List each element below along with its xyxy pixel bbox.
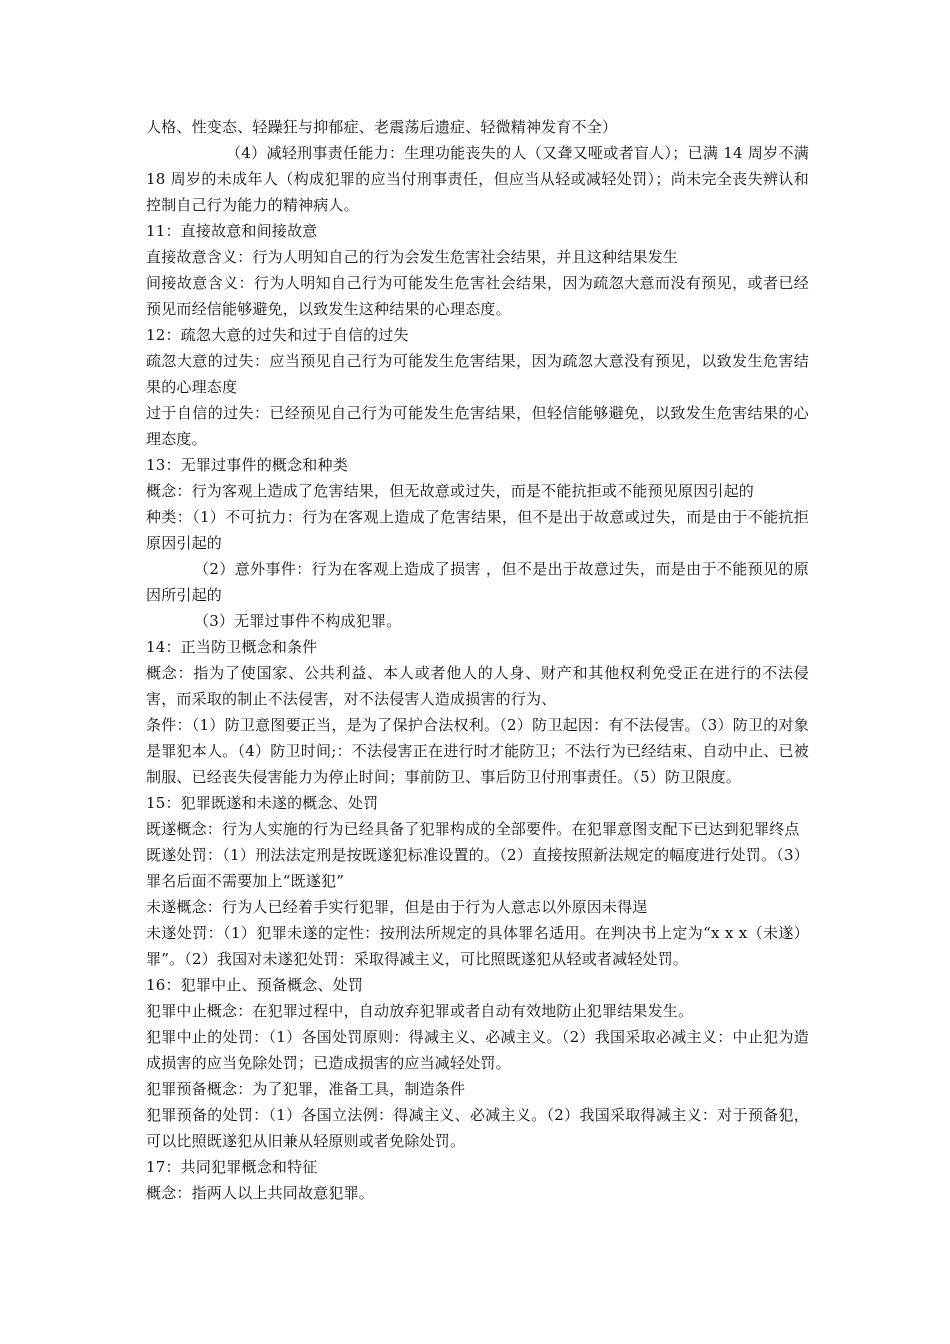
section-heading: 17：共同犯罪概念和特征 bbox=[146, 1158, 318, 1176]
text-line: （2）意外事件：行为在客观上造成了损害 ，但不是出于故意过失，而是由于不能预见的原因所引起的 bbox=[146, 560, 809, 604]
text-line: 未遂概念：行为人已经着手实行犯罪，但是由于行为人意志以外原因未得逞 bbox=[146, 898, 648, 916]
text-line: 犯罪中止概念：在犯罪过程中，自动放弃犯罪或者自动有效地防止犯罪结果发生。 bbox=[146, 1002, 694, 1020]
text-line: 种类：（1）不可抗力：行为在客观上造成了危害结果，但不是出于故意或过失，而是由于不能抗拒原因引起的 bbox=[146, 508, 809, 552]
section-heading: 15：犯罪既遂和未遂的概念、处罚 bbox=[146, 794, 379, 812]
document-page bbox=[146, 114, 809, 1206]
text-line: 概念：指两人以上共同故意犯罪。 bbox=[146, 1184, 375, 1202]
section-heading: 16：犯罪中止、预备概念、处罚 bbox=[146, 976, 364, 994]
text-line: 间接故意含义：行为人明知自己行为可能发生危害社会结果，因为疏忽大意而没有预见，或者已经预见而经信能够避免，以致发生这种结果的心理态度。 bbox=[146, 274, 809, 318]
text-line: 犯罪预备的处罚：（1）各国立法例：得减主义、必减主义。（2）我国采取得减主义：对于预备犯，可以比照既遂犯从旧兼从轻原则或者免除处罚。 bbox=[146, 1106, 809, 1150]
text-line: 未遂处罚：（1）犯罪未遂的定性：按刑法所规定的具体罪名适用。在判决书上定为“x x x（未遂）罪”。（2）我国对未遂犯处罚：采取得减主义，可比照既遂犯从轻或者减轻处罚。 bbox=[146, 924, 809, 968]
text-line: 直接故意含义：行为人明知自己的行为会发生危害社会结果，并且这种结果发生 bbox=[146, 248, 679, 266]
text-line: （4）减轻刑事责任能力：生理功能丧失的人（又聋又哑或者盲人）；已满 14 周岁不满 18 周岁的未成年人（构成犯罪的应当付刑事责任，但应当从轻或减轻处罚）；尚未完全丧失辨认和控制自己行为能力的精神病人。 bbox=[146, 144, 809, 214]
section-heading: 12：疏忽大意的过失和过于自信的过失 bbox=[146, 326, 409, 344]
text-line: 犯罪预备概念：为了犯罪，准备工具，制造条件 bbox=[146, 1080, 466, 1098]
text-line: 概念：指为了使国家、公共利益、本人或者他人的人身、财产和其他权利免受正在进行的不法侵害，而采取的制止不法侵害，对不法侵害人造成损害的行为、 bbox=[146, 664, 809, 708]
text-line: 犯罪中止的处罚：（1）各国处罚原则：得减主义、必减主义。（2）我国采取必减主义：中止犯为造成损害的应当免除处罚；已造成损害的应当减轻处罚。 bbox=[146, 1028, 809, 1072]
text-line: 概念：行为客观上造成了危害结果，但无故意或过失，而是不能抗拒或不能预见原因引起的 bbox=[146, 482, 755, 500]
text-line: 疏忽大意的过失：应当预见自己行为可能发生危害结果，因为疏忽大意没有预见，以致发生危害结果的心理态度 bbox=[146, 352, 809, 396]
text-line: 既遂概念：行为人实施的行为已经具备了犯罪构成的全部要件。在犯罪意图支配下已达到犯罪终点 bbox=[146, 820, 800, 838]
text-line: 人格、性变态、轻躁狂与抑郁症、老震荡后遗症、轻微精神发育不全） bbox=[146, 118, 618, 136]
text-line: （3）无罪过事件不构成犯罪。 bbox=[194, 612, 402, 630]
text-line: 过于自信的过失：已经预见自己行为可能发生危害结果，但轻信能够避免，以致发生危害结果的心理态度。 bbox=[146, 404, 809, 448]
section-heading: 11：直接故意和间接故意 bbox=[146, 222, 318, 240]
text-line: 既遂处罚：（1）刑法法定刑是按既遂犯标准设置的。（2）直接按照新法规定的幅度进行处罚。（3）罪名后面不需要加上“既遂犯” bbox=[146, 846, 809, 890]
section-heading: 13：无罪过事件的概念和种类 bbox=[146, 456, 348, 474]
text-line: 条件：（1）防卫意图要正当，是为了保护合法权利。（2）防卫起因：有不法侵害。（3）防卫的对象是罪犯本人。（4）防卫时间;：不法侵害正在进行时才能防卫；不法行为已经结束、自动中止、已被制服、已经丧失侵害能力为停止时间；事前防卫、事后防卫付刑事责任。（5）防卫限度。 bbox=[146, 716, 809, 786]
section-heading: 14：正当防卫概念和条件 bbox=[146, 638, 318, 656]
